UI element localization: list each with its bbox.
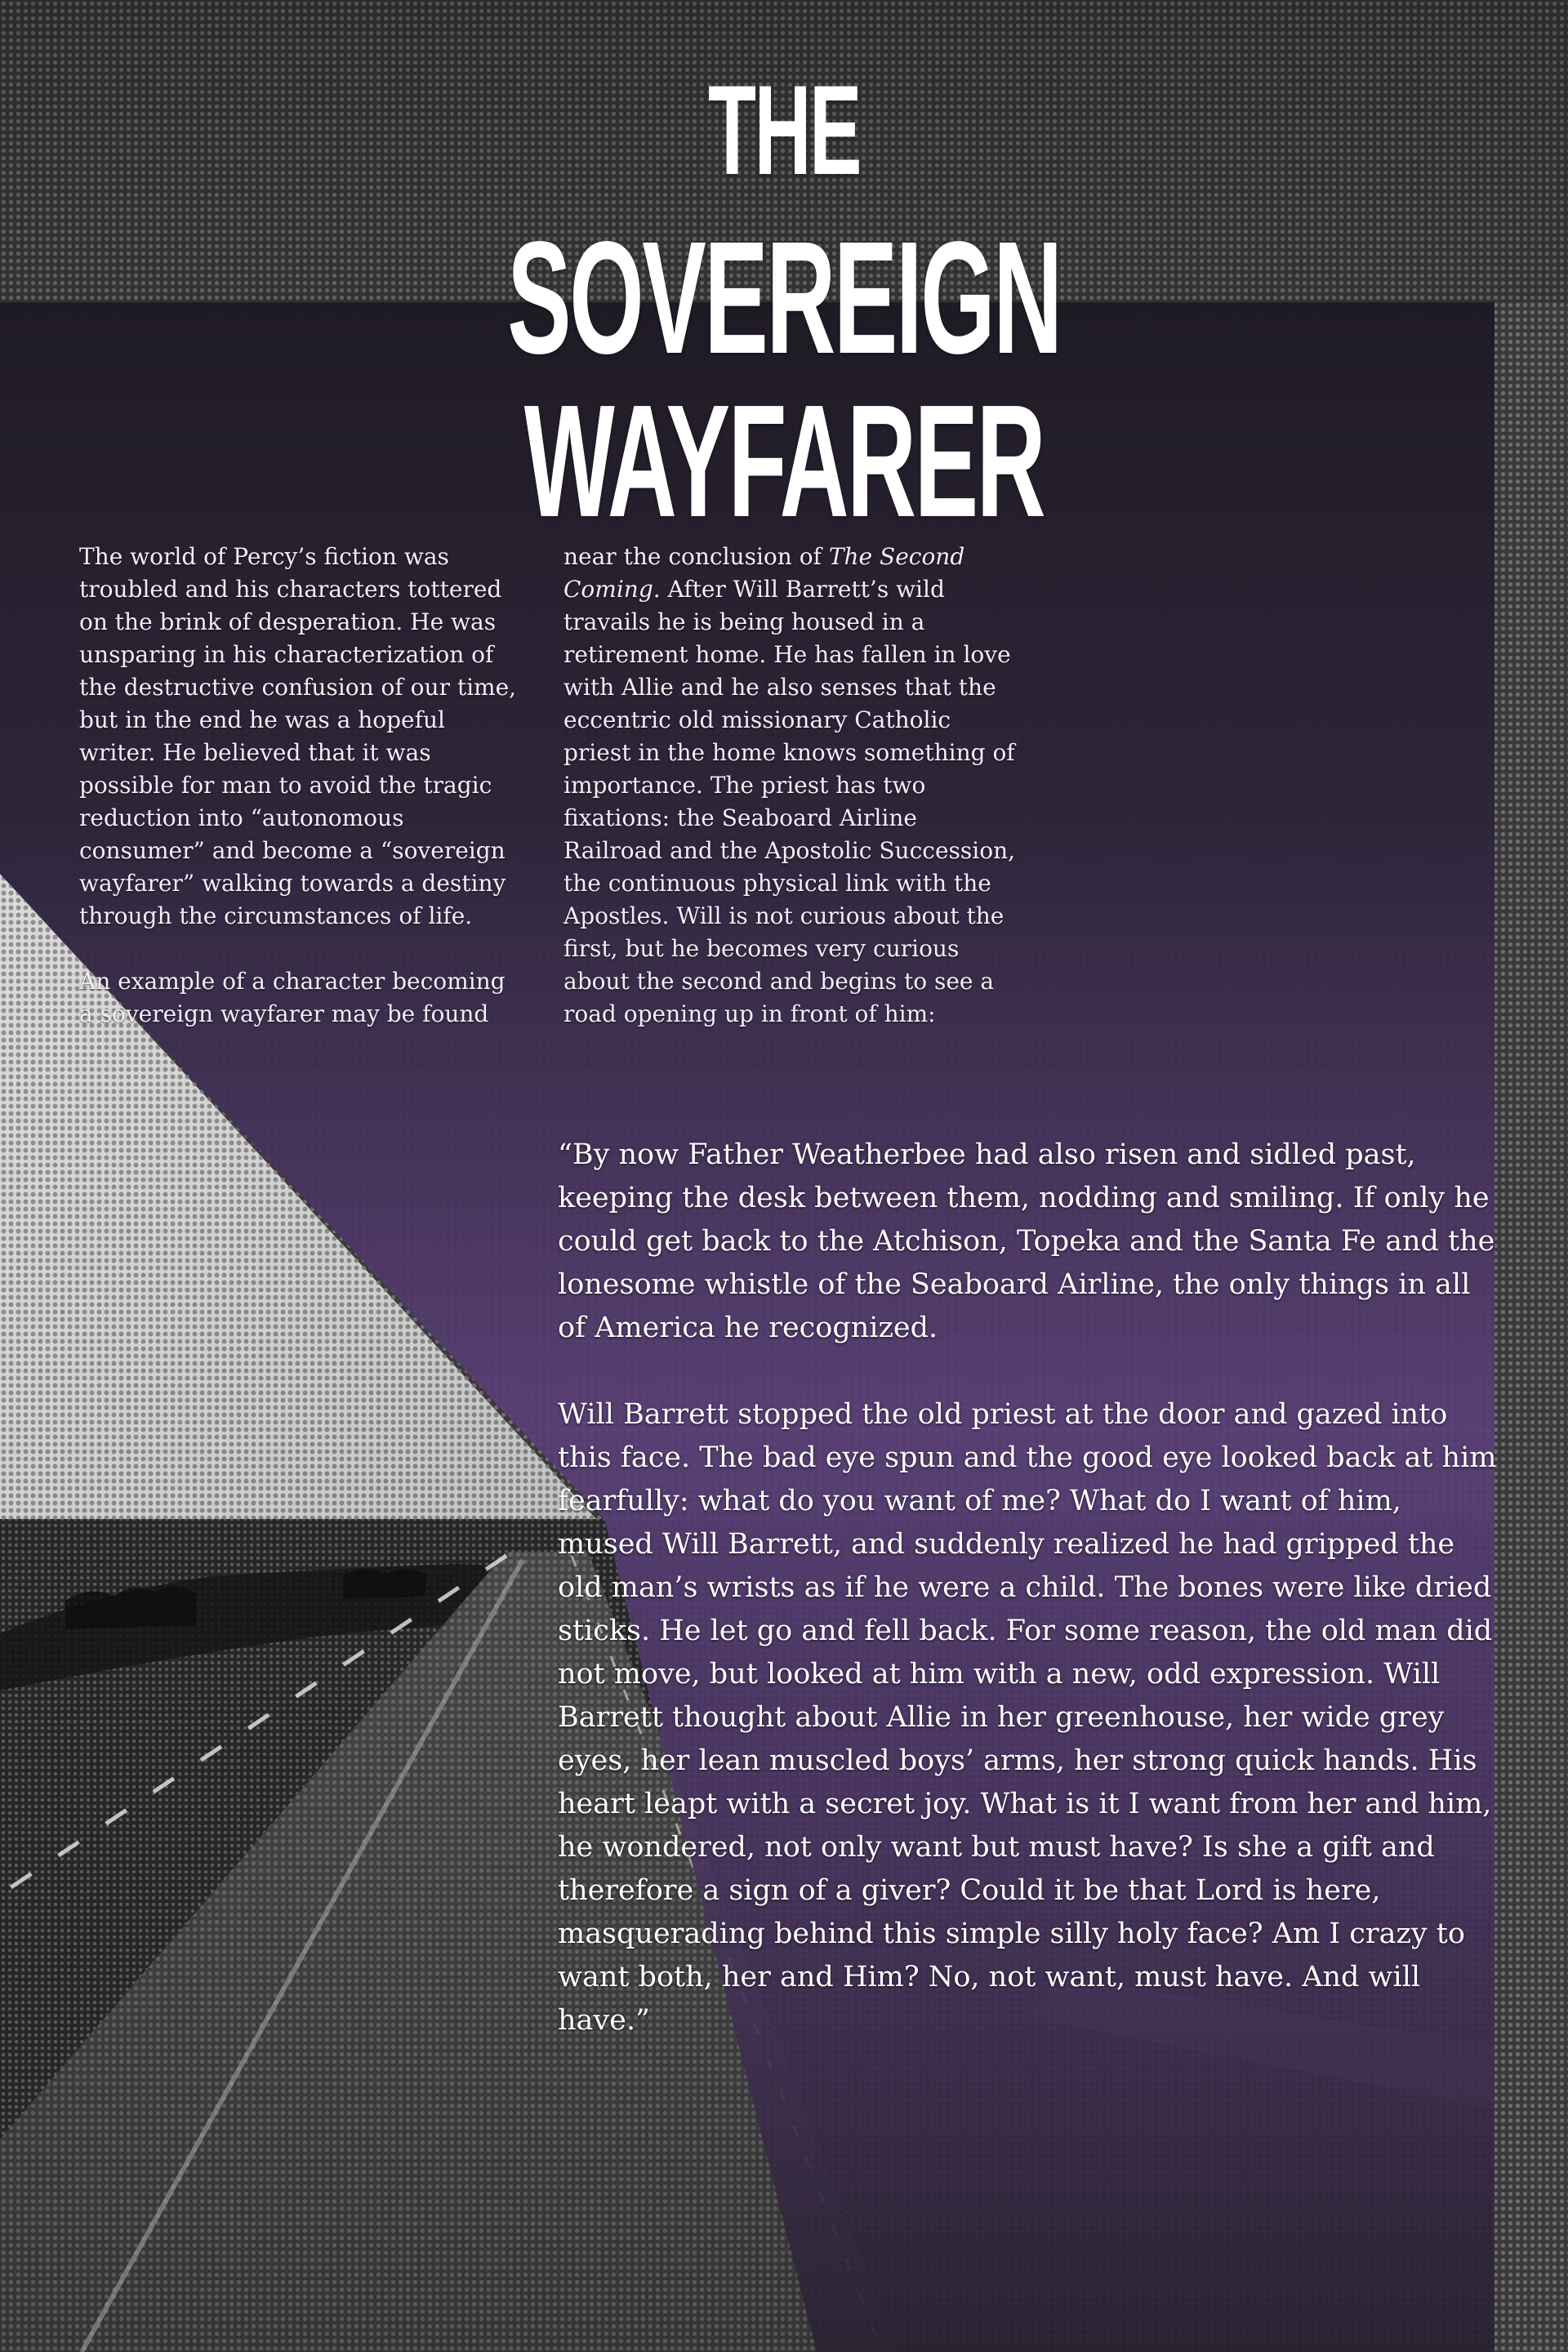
intro-paragraph: The world of Percy’s fiction was troubled and his characters tottered on the brink of desperation. He was unsparing in his characterization of the destructive confusion of our time, but in the end he was a hopeful writer. He believed that it was possible for man to avoid the tragic reduction into “autonomous consumer” and become a “sovereign wayfarer” walking towards a destiny through the circumstances of life. — [79, 543, 517, 929]
intro-paragraph: An example of a character becoming a sovereign wayfarer may be found — [79, 968, 506, 1027]
intro-paragraph — [564, 541, 1021, 1031]
book-quote — [558, 1134, 1505, 2086]
book-title: The Second Coming. — [564, 543, 965, 603]
quote-paragraph: “By now Father Weatherbee had also risen and sidled past, keeping the desk between them, nodding and smiling. If only he could get back to the Atchison, Topeka and the Santa Fe and the lonesome whistle of the Seaboard Airline, the only things in all of America he recognized. — [558, 1138, 1495, 1344]
title-line-sovereign-wayfarer: SOVEREIGN WAYFARER — [507, 208, 1061, 550]
quote-paragraph: Will Barrett stopped the old priest at the door and gazed into this face. The bad eye spun and the good eye looked back at him fearfully: what do you want of me? What do I want of him, mused Will Barrett, and suddenly realized he had gripped the old man’s wrists as if he were a child. The bones were like dried sticks. He let go and fell back. For some reason, the old man did not move, but looked at him with a new, odd expression. Will Barrett thought about Allie in her greenhouse, her wide grey eyes, her lean muscled boys’ arms, her strong quick hands. His heart leapt with a secret joy. What is it I want from her and him, he wondered, not only want but must have? Is she a gift and therefore a sign of a giver? Could it be that Lord is here, masquerading behind this simple silly holy face? Am I crazy to want both, her and Him? No, not want, must have. And will have.” — [558, 1398, 1497, 2037]
intro-paragraph-lead: near the conclusion of — [564, 543, 829, 570]
intro-column-right — [564, 541, 1021, 1063]
intro-column-left — [79, 541, 520, 1063]
intro-paragraph-rest: After Will Barrett’s wild travails he is being housed in a retirement home. He has fallen in love with Allie and he also senses that the eccentric old missionary Catholic priest in the home knows something of importance. The priest has two fixations: the Seaboard Airline Railroad and the Apostolic Succession, the continuous physical link with the Apostles. Will is not curious about the first, but he becomes very curious about the second and begins to see a road opening up in front of him: — [564, 576, 1015, 1027]
title-line-the: THE — [708, 60, 860, 202]
